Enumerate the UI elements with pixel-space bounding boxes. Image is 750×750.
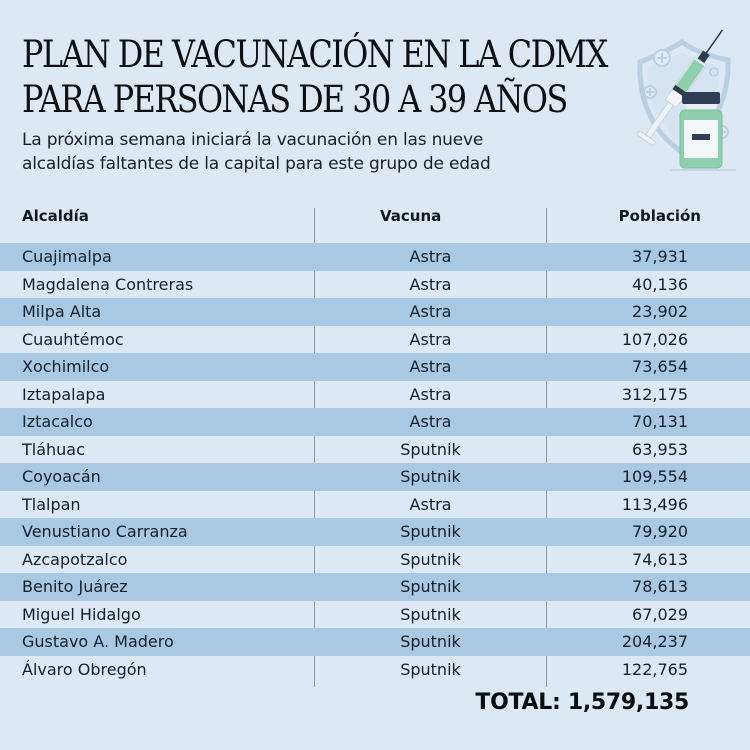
cell-alcaldia: Magdalena Contreras (22, 274, 194, 294)
cell-vacuna: Sputnik (400, 659, 461, 679)
cell-vacuna: Astra (409, 329, 452, 349)
cell-vacuna: Sputnik (400, 467, 461, 486)
cell-vacuna: Sputnik (400, 577, 461, 596)
subtitle-line-2: alcaldías faltantes de la capital para este grupo de edad (22, 154, 491, 174)
column-header-vacuna: Vacuna (380, 207, 442, 225)
table-row (0, 573, 750, 601)
cell-vacuna: Sputnik (400, 604, 461, 624)
cell-poblacion: 37,931 (632, 247, 688, 266)
cell-poblacion: 63,953 (632, 439, 688, 459)
cell-alcaldia: Venustiano Carranza (22, 522, 188, 541)
cell-poblacion: 109,554 (621, 467, 688, 486)
cell-alcaldia: Cuauhtémoc (22, 329, 124, 349)
table-row (0, 326, 750, 354)
cell-poblacion: 40,136 (632, 274, 688, 294)
cell-alcaldia: Benito Juárez (22, 577, 128, 596)
cell-vacuna: Astra (409, 247, 452, 266)
table-row (0, 656, 750, 684)
table-row (0, 271, 750, 299)
cell-poblacion: 79,920 (632, 522, 688, 541)
cell-alcaldia: Milpa Alta (22, 302, 102, 321)
table-row (0, 546, 750, 574)
cell-alcaldia: Azcapotzalco (22, 549, 128, 569)
cell-vacuna: Astra (409, 384, 452, 404)
cell-vacuna: Astra (409, 274, 452, 294)
page-title (22, 32, 607, 122)
cell-poblacion: 113,496 (621, 494, 688, 514)
table-row (0, 518, 750, 546)
cell-poblacion: 23,902 (632, 302, 688, 321)
table-header (0, 205, 750, 227)
table-row (0, 381, 750, 409)
cell-vacuna: Astra (409, 494, 452, 514)
table-row (0, 628, 750, 656)
title-line-2: PARA PERSONAS DE 30 A 39 AÑOS (22, 78, 567, 121)
table-row (0, 408, 750, 436)
subtitle (22, 128, 491, 176)
cell-poblacion: 78,613 (632, 577, 688, 596)
cell-alcaldia: Xochimilco (22, 357, 110, 376)
cell-poblacion: 73,654 (632, 357, 688, 376)
cell-vacuna: Sputnik (400, 632, 461, 651)
cell-poblacion: 312,175 (621, 384, 688, 404)
table-row (0, 463, 750, 491)
cell-vacuna: Astra (409, 412, 452, 431)
cell-alcaldia: Cuajimalpa (22, 247, 112, 266)
cell-poblacion: 122,765 (621, 659, 688, 679)
cell-alcaldia: Coyoacán (22, 467, 101, 486)
cell-vacuna: Sputnik (400, 522, 461, 541)
cell-vacuna: Astra (409, 357, 452, 376)
table-body (0, 243, 750, 683)
cell-poblacion: 70,131 (632, 412, 688, 431)
cell-alcaldia: Iztacalco (22, 412, 93, 431)
table-row (0, 353, 750, 381)
cell-alcaldia: Tláhuac (22, 439, 85, 459)
table-row (0, 298, 750, 326)
cell-alcaldia: Miguel Hidalgo (22, 604, 141, 624)
subtitle-line-1: La próxima semana iniciará la vacunación en las nueve (22, 130, 484, 150)
title-line-1: PLAN DE VACUNACIÓN EN LA CDMX (22, 33, 607, 76)
cell-alcaldia: Tlalpan (22, 494, 81, 514)
cell-alcaldia: Iztapalapa (22, 384, 106, 404)
vaccine-syringe-shield-icon (610, 22, 740, 177)
cell-vacuna: Sputnik (400, 439, 461, 459)
table-row (0, 601, 750, 629)
table-row (0, 436, 750, 464)
column-header-poblacion: Población (618, 207, 701, 225)
cell-poblacion: 67,029 (632, 604, 688, 624)
table-row (0, 491, 750, 519)
column-header-alcaldia: Alcaldía (22, 207, 89, 225)
cell-poblacion: 107,026 (621, 329, 688, 349)
cell-vacuna: Sputnik (400, 549, 461, 569)
cell-alcaldia: Álvaro Obregón (22, 659, 147, 679)
cell-vacuna: Astra (409, 302, 452, 321)
cell-alcaldia: Gustavo A. Madero (22, 632, 174, 651)
table-row (0, 243, 750, 271)
total-label: TOTAL: 1,579,135 (475, 690, 689, 715)
cell-poblacion: 74,613 (632, 549, 688, 569)
cell-poblacion: 204,237 (621, 632, 688, 651)
